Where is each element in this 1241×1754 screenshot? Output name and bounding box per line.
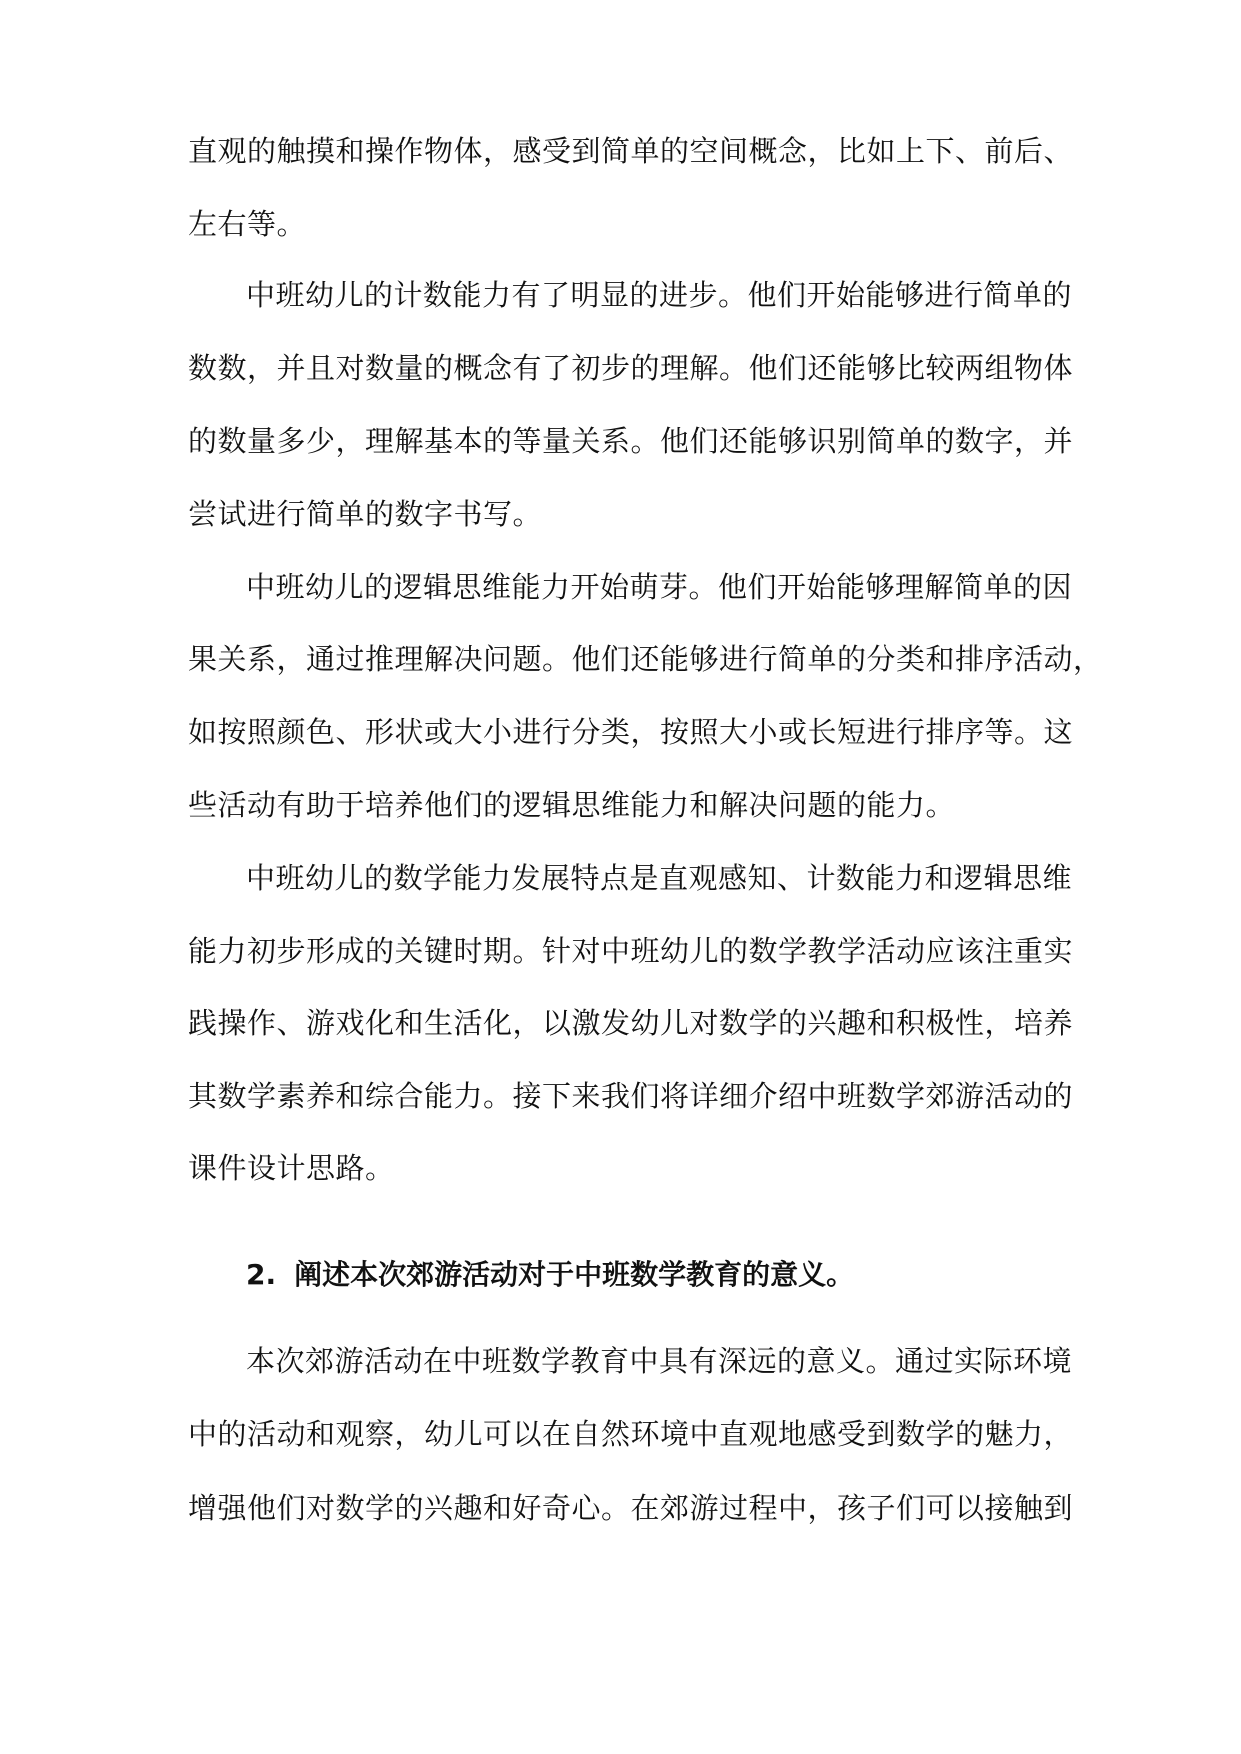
paragraph-line: 践操作、游戏化和生活化，以激发幼儿对数学的兴趣和积极性，培养 xyxy=(188,1006,1074,1040)
paragraph-line: 增强他们对数学的兴趣和好奇心。在郊游过程中，孩子们可以接触到 xyxy=(188,1491,1074,1525)
paragraph-line: 数数，并且对数量的概念有了初步的理解。他们还能够比较两组物体 xyxy=(188,351,1074,385)
paragraph-line: 如按照颜色、形状或大小进行分类，按照大小或长短进行排序等。这 xyxy=(188,715,1074,749)
paragraph-line: 左右等。 xyxy=(188,207,307,241)
paragraph-line: 果关系，通过推理解决问题。他们还能够进行简单的分类和排序活动， xyxy=(188,642,1103,676)
paragraph-line: 中的活动和观察，幼儿可以在自然环境中直观地感受到数学的魅力， xyxy=(188,1417,1074,1451)
paragraph-line: 尝试进行简单的数字书写。 xyxy=(188,497,543,531)
paragraph-line: 中班幼儿的计数能力有了明显的进步。他们开始能够进行简单的 xyxy=(246,278,1073,312)
paragraph-line: 中班幼儿的逻辑思维能力开始萌芽。他们开始能够理解简单的因 xyxy=(246,570,1073,604)
paragraph-line: 的数量多少，理解基本的等量关系。他们还能够识别简单的数字，并 xyxy=(188,424,1074,458)
paragraph-line: 直观的触摸和操作物体，感受到简单的空间概念，比如上下、前后、 xyxy=(188,134,1074,168)
section-number: 2. xyxy=(246,1258,277,1291)
section-heading xyxy=(246,1255,1068,1295)
paragraph-line: 本次郊游活动在中班数学教育中具有深远的意义。通过实际环境 xyxy=(246,1344,1073,1378)
paragraph-line: 中班幼儿的数学能力发展特点是直观感知、计数能力和逻辑思维 xyxy=(246,861,1073,895)
paragraph-line: 些活动有助于培养他们的逻辑思维能力和解决问题的能力。 xyxy=(188,788,956,822)
paragraph-line: 能力初步形成的关键时期。针对中班幼儿的数学教学活动应该注重实 xyxy=(188,934,1074,968)
section-title: 阐述本次郊游活动对于中班数学教育的意义。 xyxy=(294,1258,855,1291)
paragraph-line: 其数学素养和综合能力。接下来我们将详细介绍中班数学郊游活动的 xyxy=(188,1079,1074,1113)
paragraph-line: 课件设计思路。 xyxy=(188,1151,395,1185)
